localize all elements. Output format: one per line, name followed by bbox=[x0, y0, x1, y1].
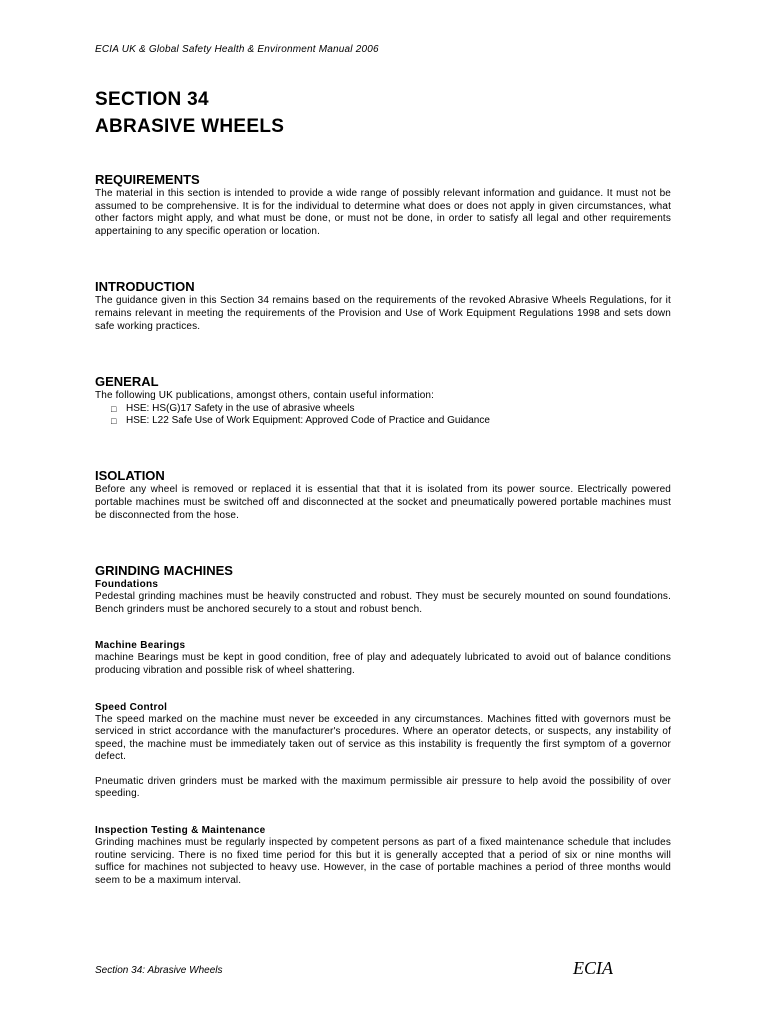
bearings-heading: Machine Bearings bbox=[95, 640, 186, 652]
general-heading: GENERAL bbox=[95, 374, 159, 390]
footer-section-label: Section 34: Abrasive Wheels bbox=[95, 965, 223, 976]
checkbox-bullet-icon: □ bbox=[111, 403, 117, 414]
section-title bbox=[95, 86, 284, 140]
foundations-text: Pedestal grinding machines must be heavily constructed and robust. They must be securely mounted on sound foundations. Bench grinders must be anchored securely to a stout and robust bench. bbox=[95, 591, 671, 615]
introduction-heading: INTRODUCTION bbox=[95, 279, 195, 295]
section-number: SECTION 34 bbox=[95, 89, 209, 110]
inspection-text: Grinding machines must be regularly inspected by competent persons as part of a fixed maintenance schedule that includes routine servicing. There is no fixed time period for this but it is generally accepted that a period of six or nine months will suffice for machines not subjected to heavy use. However, in the case of portable machines a period of three months would seem to be a maximum interval. bbox=[95, 837, 671, 886]
general-section bbox=[95, 374, 671, 427]
speed-control-text: The speed marked on the machine must never be exceeded in any circumstances. Machines fitted with governors must be serviced in strict accordance with the manufacturer's procedures. Where an operator detects, or suspects, any instability of speed, the machine must be immediately taken out of service as this instability is frequently the first symptom of a governor defect. bbox=[95, 713, 671, 763]
list-item bbox=[111, 403, 671, 415]
list-item bbox=[111, 415, 671, 427]
general-intro: The following UK publications, amongst others, contain useful information: bbox=[95, 390, 435, 402]
isolation-heading: ISOLATION bbox=[95, 468, 165, 484]
bearings-text: machine Bearings must be kept in good condition, free of play and adequately lubricated to avoid out of balance conditions producing vibration and possible risk of wheel shattering. bbox=[95, 652, 671, 676]
inspection-heading: Inspection Testing & Maintenance bbox=[95, 825, 266, 837]
pneumatic-text: Pneumatic driven grinders must be marked with the maximum permissible air pressure to help avoid the possibility of over speeding. bbox=[95, 775, 671, 800]
requirements-heading: REQUIREMENTS bbox=[95, 172, 200, 187]
requirements-text: The material in this section is intended to provide a wide range of possibly relevant information and guidance. It must not be assumed to be comprehensive. It is for the individual to determine what does or does not apply in given circumstances, what other factors might apply, and what must be done, or must not be done, in order to satisfy all legal and other requirements appertaining to any specific operation or location. bbox=[95, 188, 671, 237]
section-name: ABRASIVE WHEELS bbox=[95, 116, 285, 137]
grinding-section bbox=[95, 563, 671, 887]
running-header: ECIA UK & Global Safety Health & Environment Manual 2006 bbox=[95, 44, 379, 55]
grinding-heading: GRINDING MACHINES bbox=[95, 563, 233, 579]
publication-list bbox=[95, 403, 671, 428]
list-item-text: HSE: L22 Safe Use of Work Equipment: Approved Code of Practice and Guidance bbox=[126, 415, 490, 427]
speed-control-heading: Speed Control bbox=[95, 701, 168, 713]
introduction-text: The guidance given in this Section 34 remains based on the requirements of the revoked Abrasive Wheels Regulations, for it remains relevant in meeting the requirements of the Provision and Use of Work Equipment Regulations 1998 and sets down safe working practices. bbox=[95, 295, 671, 332]
requirements-section bbox=[95, 172, 671, 238]
list-item-text: HSE: HS(G)17 Safety in the use of abrasive wheels bbox=[126, 402, 355, 414]
isolation-section bbox=[95, 468, 671, 522]
checkbox-bullet-icon: □ bbox=[111, 416, 117, 427]
document-body bbox=[95, 172, 671, 887]
introduction-section bbox=[95, 279, 671, 333]
isolation-text: Before any wheel is removed or replaced it is essential that that it is isolated from its power source. Electrically powered portable machines must be switched off and disconnected at the socket and pneumatically powered portable machines must be disconnected from the hose. bbox=[95, 484, 671, 521]
footer-logo: ECIA bbox=[573, 958, 613, 978]
foundations-heading: Foundations bbox=[95, 579, 159, 591]
